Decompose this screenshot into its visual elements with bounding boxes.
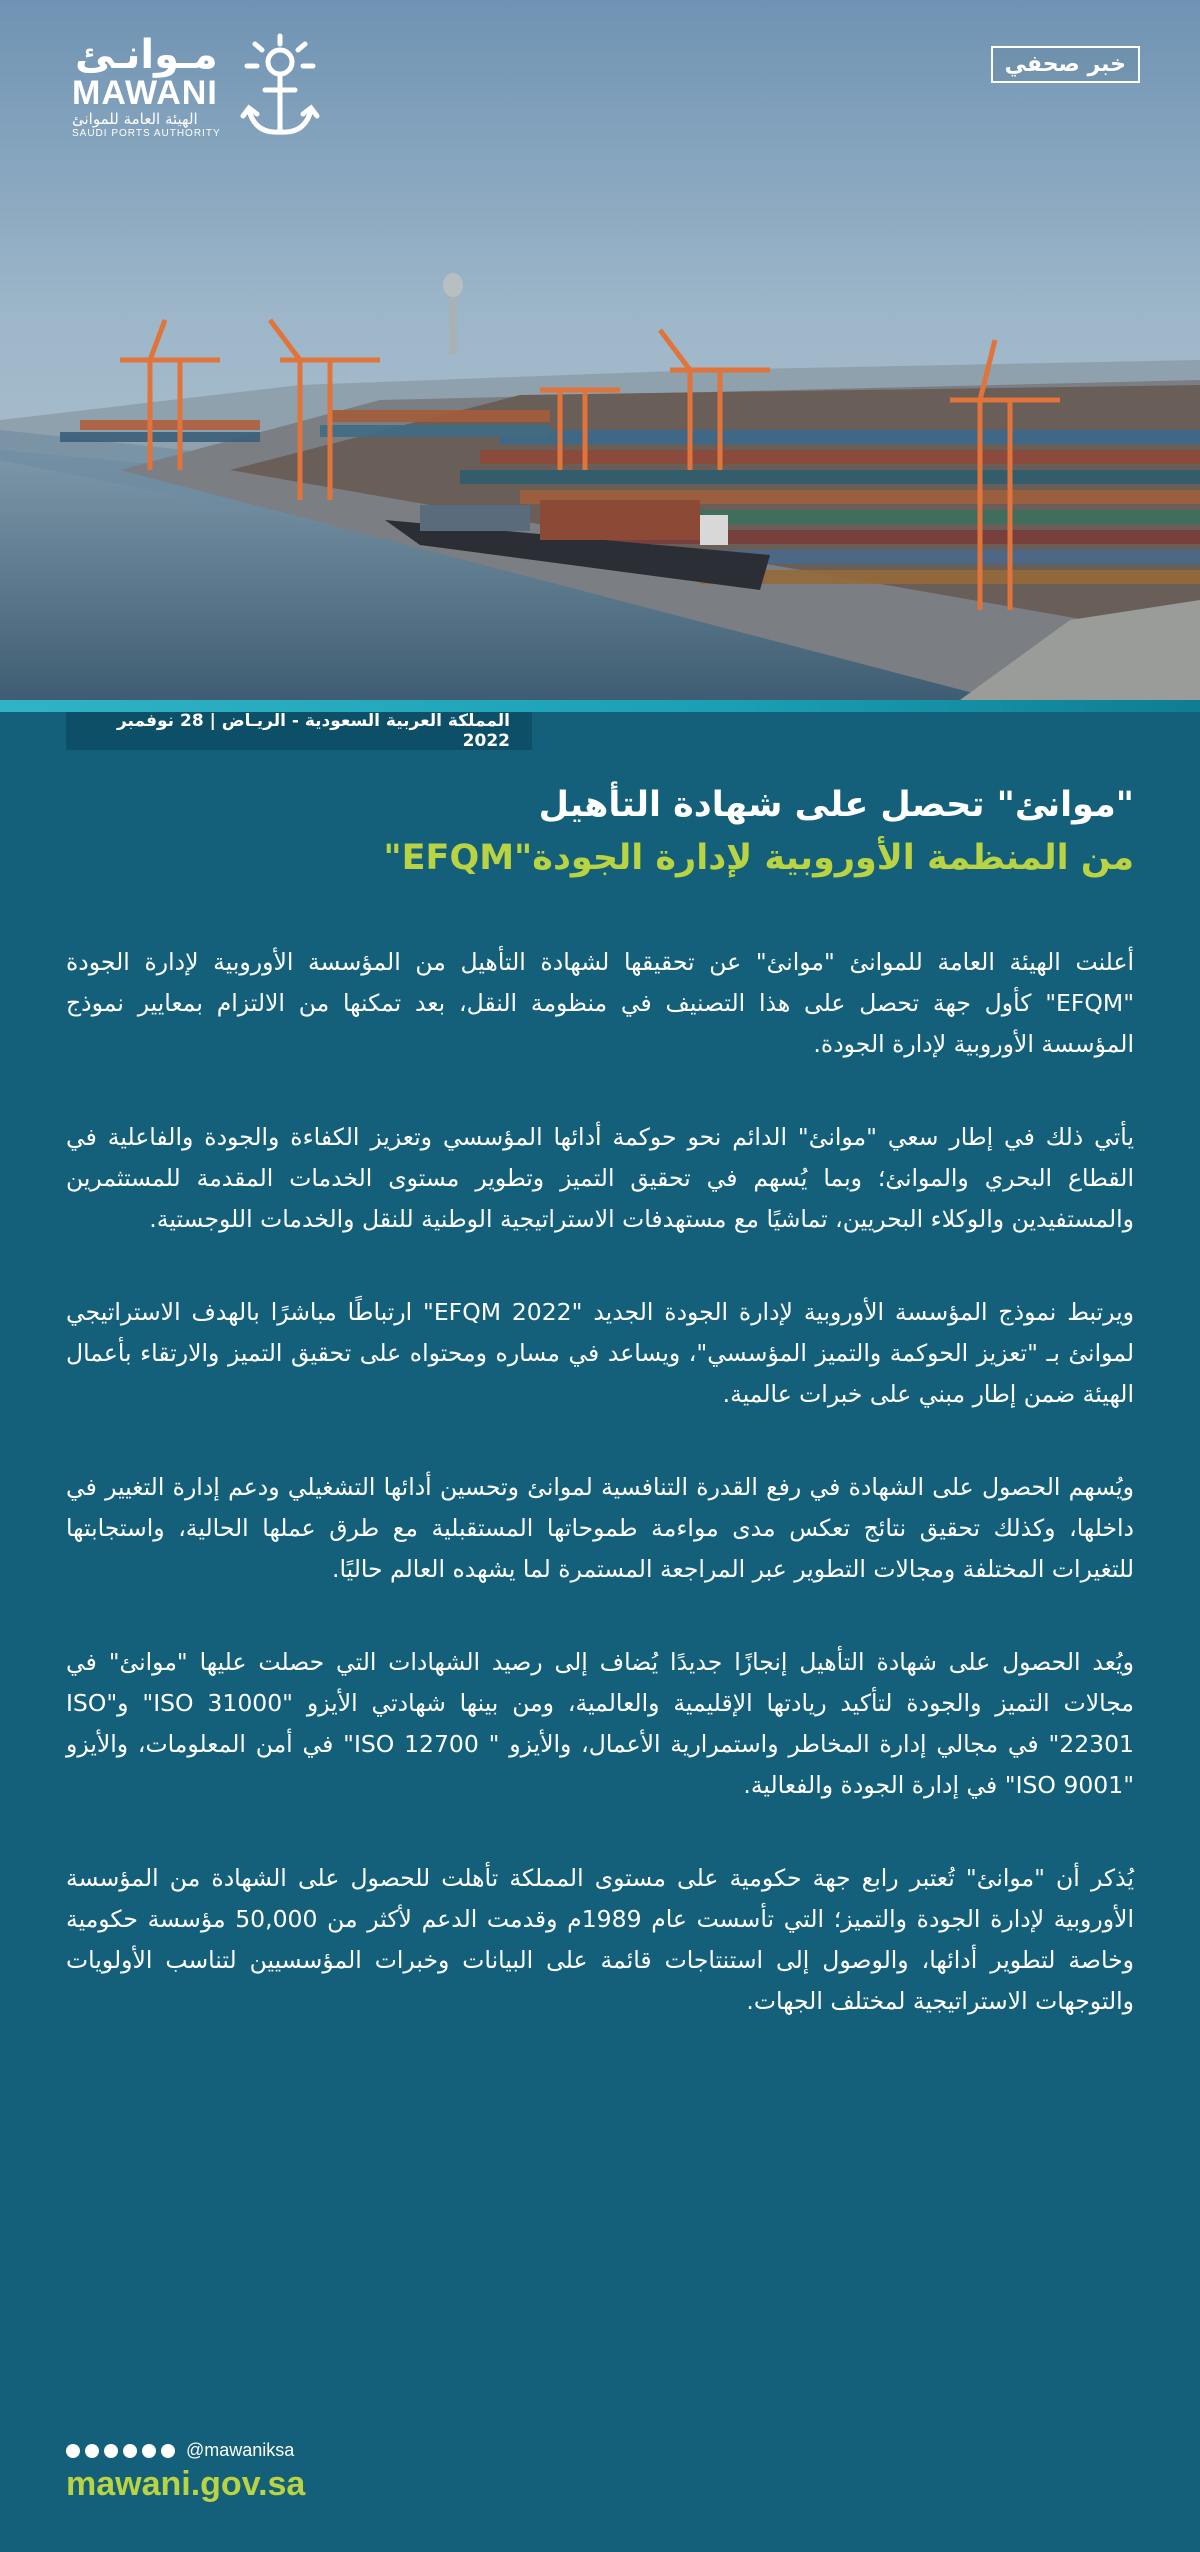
instagram-icon[interactable] bbox=[85, 2444, 99, 2458]
paragraph: ويرتبط نموذج المؤسسة الأوروبية لإدارة الجودة الجديد "EFQM 2022" ارتباطًا مباشرًا بالهدف الاستراتيجي لموانئ بـ "تعزيز الحوكمة والتميز المؤسسي"، ويساعد في مساره ومحتواه على تحقيق التميز والارتقاء بأعمال الهيئة ضمن إطار مبني على خبرات عالمية. bbox=[66, 1298, 1134, 1408]
logo-subtitle-english: SAUDI PORTS AUTHORITY bbox=[72, 128, 221, 139]
mawani-logo[interactable] bbox=[72, 32, 325, 142]
twitter-icon[interactable] bbox=[66, 2444, 80, 2458]
headline-sub: من المنظمة الأوروبية لإدارة الجودة"EFQM" bbox=[383, 838, 1134, 878]
headline-block bbox=[64, 780, 1134, 886]
youtube-icon[interactable] bbox=[104, 2444, 118, 2458]
headline-main: "موانئ" تحصل على شهادة التأهيل bbox=[538, 785, 1134, 825]
footer bbox=[66, 2440, 305, 2504]
article-body bbox=[66, 942, 1134, 2074]
dateline: المملكة العربية السعودية - الريـاض | 28 نوفمبر 2022 bbox=[66, 712, 532, 750]
linkedin-icon[interactable] bbox=[123, 2444, 137, 2458]
website-link[interactable]: mawani.gov.sa bbox=[66, 2465, 306, 2503]
logo-latin-name: MAWANI bbox=[72, 74, 218, 112]
paragraph: أعلنت الهيئة العامة للموانئ "موانئ" عن تحقيقها لشهادة التأهيل من المؤسسة الأوروبية لإدارة الجودة "EFQM" كأول جهة تحصل على هذا التصنيف في منظومة النقل، بعد تمكنها من الالتزام بمعايير نموذج المؤسسة الأوروبية لإدارة الجودة. bbox=[66, 948, 1134, 1058]
logo-subtitle-arabic: الهيئة العامة للموانئ bbox=[72, 110, 198, 128]
snapchat-icon[interactable] bbox=[142, 2444, 156, 2458]
anchor-sun-icon bbox=[235, 32, 325, 142]
logo-arabic-name: مـوانـئ bbox=[75, 32, 218, 78]
social-handle[interactable]: @mawaniksa bbox=[186, 2440, 295, 2460]
logo-text bbox=[72, 34, 221, 140]
social-row bbox=[66, 2440, 305, 2461]
paragraph: يُذكر أن "موانئ" تُعتبر رابع جهة حكومية على مستوى المملكة تأهلت للحصول على الشهادة من المؤسسة الأوروبية لإدارة الجودة والتميز؛ التي تأسست عام 1989م وقدمت الدعم لأكثر من 50,000 مؤسسة حكومية وخاصة لتطوير أدائها، والوصول إلى استنتاجات قائمة على البيانات وخبرات المؤسسيين لتناسب الأولويات والتوجهات الاستراتيجية لمختلف الجهات. bbox=[66, 1864, 1134, 2015]
press-release-badge: خبر صحفي bbox=[991, 46, 1140, 83]
paragraph: ويُعد الحصول على شهادة التأهيل إنجازًا جديدًا يُضاف إلى رصيد الشهادات التي حصلت عليها "موانئ" في مجالات التميز والجودة لتأكيد ريادتها الإقليمية والعالمية، ومن بينها شهادتي الأيزو "ISO 31000" و"ISO 22301" في مجالي إدارة المخاطر واستمرارية الأعمال، والأيزو " ISO 12700" في أمن المعلومات، والأيزو "ISO 9001" في إدارة الجودة والفعالية. bbox=[66, 1648, 1135, 1799]
paragraph: يأتي ذلك في إطار سعي "موانئ" الدائم نحو حوكمة أدائها المؤسسي وتعزيز الكفاءة والجودة والفاعلية في القطاع البحري والموانئ؛ وبما يُسهم في تحقيق التميز وتطوير مستوى الخدمات المقدمة للمستثمرين والمستفيدين والوكلاء البحريين، تماشيًا مع مستهدفات الاستراتيجية الوطنية للنقل والخدمات اللوجستية. bbox=[66, 1123, 1134, 1233]
facebook-icon[interactable] bbox=[161, 2444, 175, 2458]
paragraph: ويُسهم الحصول على الشهادة في رفع القدرة التنافسية لموانئ وتحسين أدائها التشغيلي ودعم إدارة التغيير في داخلها، وكذلك تحقيق نتائج تعكس مدى مواءمة طموحاتها المستقبلية مع طرق عملها الحالية، واستجابتها للتغيرات المختلفة ومجالات التطوير عبر المراجعة المستمرة لما يشهده العالم حاليًا. bbox=[66, 1473, 1134, 1583]
